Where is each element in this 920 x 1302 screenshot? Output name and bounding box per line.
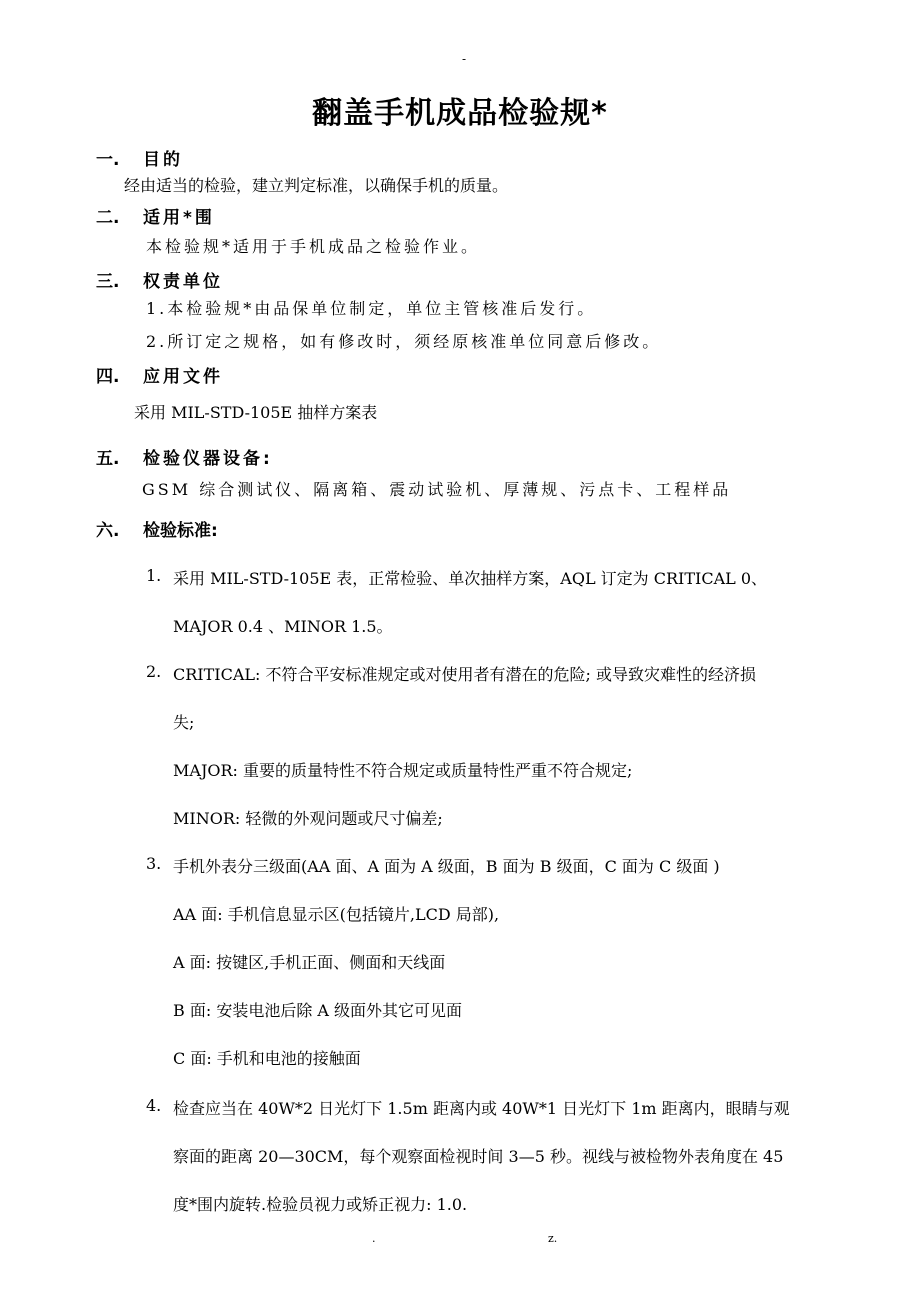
section-number: 三. (96, 272, 120, 292)
item-text: A 面: 按键区,手机正面、侧面和天线面 (173, 953, 446, 972)
item-text: AA 面: 手机信息显示区(包括镜片,LCD 局部), (173, 905, 500, 924)
section-title: 目的 (143, 150, 183, 170)
section-title: 适用*围 (143, 208, 215, 228)
item-text: 手机外表分三级面(AA 面、A 面为 A 级面，B 面为 B 级面，C 面为 C 级面 ) (173, 857, 720, 876)
item-text: MAJOR 0.4 、MINOR 1.5。 (173, 617, 393, 636)
section-number: 六. (96, 521, 120, 541)
item-text: 失; (173, 713, 195, 732)
item-number: 1. (146, 566, 162, 585)
item-text: B 面: 安装电池后除 A 级面外其它可见面 (173, 1001, 463, 1020)
section-number: 二. (96, 208, 120, 228)
section-title: 检验仪器设备: (143, 449, 273, 469)
section-text: GSM 综合测试仪、隔离箱、震动试验机、厚薄规、污点卡、工程样品 (142, 480, 732, 499)
section-text: 采用 MIL-STD-105E 抽样方案表 (134, 403, 378, 422)
item-number: 2. (146, 662, 162, 681)
section-text: 1.本检验规*由品保单位制定，单位主管核准后发行。 (146, 299, 597, 318)
section-text: 本检验规*适用于手机成品之检验作业。 (146, 237, 481, 256)
item-text: MINOR: 轻微的外观问题或尺寸偏差; (173, 809, 443, 828)
item-text: 检查应当在 40W*2 日光灯下 1.5m 距离内或 40W*1 日光灯下 1m 距离内，眼睛与观 (173, 1099, 790, 1118)
section-number: 四. (96, 367, 120, 387)
section-number: 一. (96, 150, 120, 170)
section-text: 2.所订定之规格，如有修改时，须经原核准单位同意后修改。 (146, 332, 662, 351)
item-text: 采用 MIL-STD-105E 表，正常检验、单次抽样方案，AQL 订定为 CRITICAL 0、 (173, 569, 768, 588)
document-title: 翻盖手机成品检验规* (312, 96, 608, 131)
item-number: 3. (146, 854, 162, 873)
item-text: 察面的距离 20—30CM，每个观察面检视时间 3—5 秒。视线与被检物外表角度在 45 (173, 1147, 784, 1166)
item-text: MAJOR: 重要的质量特性不符合规定或质量特性严重不符合规定; (173, 761, 633, 780)
section-number: 五. (96, 449, 120, 469)
item-text: C 面: 手机和电池的接触面 (173, 1049, 361, 1068)
section-title: 检验标准: (143, 521, 218, 541)
footer-right-mark: z. (548, 1232, 558, 1245)
section-title: 权责单位 (143, 272, 223, 292)
section-text: 经由适当的检验，建立判定标准，以确保手机的质量。 (124, 176, 509, 195)
header-mark: - (462, 52, 467, 66)
footer-left-mark: . (372, 1232, 376, 1245)
section-title: 应用文件 (143, 367, 223, 387)
item-text: CRITICAL: 不符合平安标准规定或对使用者有潜在的危险; 或导致灾难性的经济损 (173, 665, 756, 684)
item-text: 度*围内旋转.检验员视力或矫正视力: 1.0. (173, 1195, 468, 1214)
item-number: 4. (146, 1096, 162, 1115)
